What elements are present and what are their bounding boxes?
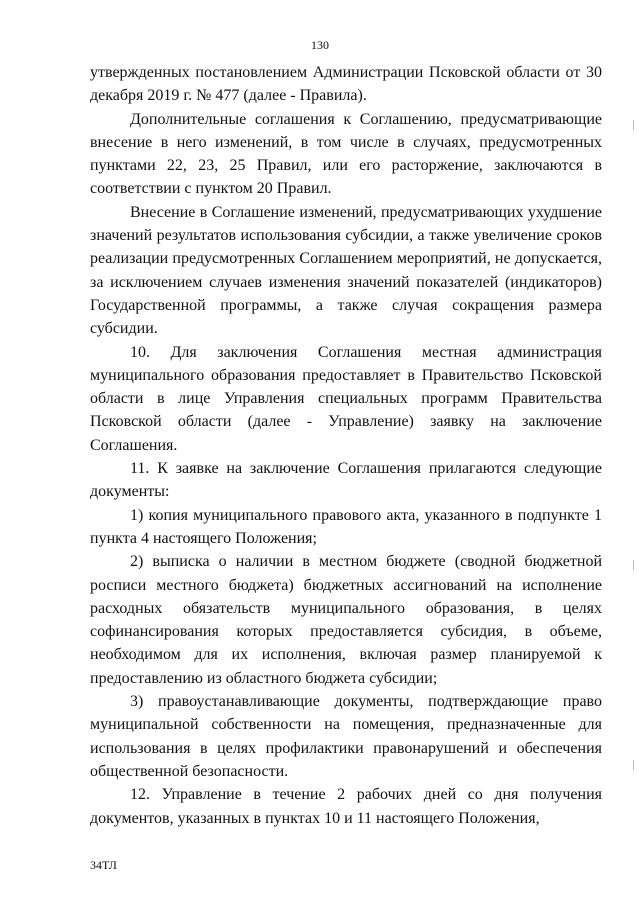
paragraph-item-1: 1) копия муниципального правового акта, указанного в подпункте 1 пункта 4 настоящего Положения; bbox=[90, 506, 602, 547]
page-number: 130 bbox=[311, 38, 329, 52]
paragraph-amendments: Внесение в Соглашение изменений, предусматривающих ухудшение значений результатов использования субсидии, а также увеличение сроков реализации предусмотренных Соглашением мероприятий, не допускается, за исключением случаев изменения значений показателей (индикаторов) Государственной программы, а также случая сокращения размера субсидии. bbox=[90, 203, 602, 338]
paragraph-clause-12: 12. Управление в течение 2 рабочих дней со дня получения документов, указанных в пунктах 10 и 11 настоящего Положения, bbox=[90, 786, 602, 827]
scan-edge-mark bbox=[633, 120, 634, 130]
paragraph-additional-agreements: Дополнительные соглашения к Соглашению, предусматривающие внесение в него изменений, в том числе в случаях, предусмотренных пунктами 22, 23, 25 Правил, или его расторжение, заключаются в соответствии с пунктом 20 Правил. bbox=[90, 110, 602, 198]
paragraph-item-2: 2) выписка о наличии в местном бюджете (сводной бюджетной росписи местного бюджета) бюджетных ассигнований на исполнение расходных обязательств муниципального образования, в целях софинансирования которых предоставляется субсидия, в объеме, необходимом для их исполнения, включая размер планируемой к предоставлению из областного бюджета субсидии; bbox=[90, 553, 602, 687]
document-body bbox=[90, 61, 602, 830]
scan-edge-mark bbox=[633, 560, 634, 570]
paragraph-clause-11: 11. К заявке на заключение Соглашения прилагаются следующие документы: bbox=[90, 460, 602, 501]
scan-edge-mark bbox=[633, 760, 634, 770]
footer-code: 34ТЛ bbox=[90, 858, 117, 872]
paragraph-clause-10: 10. Для заключения Соглашения местная администрация муниципального образования предоставляет в Правительство Псковской области в лице Управления специальных программ Правительства Псковской области (далее - Управление) заявку на заключение Соглашения. bbox=[90, 343, 602, 454]
paragraph-item-3: 3) правоустанавливающие документы, подтверждающие право муниципальной собственности на помещения, предназначенные для использования в целях профилактики правонарушений и обеспечения общественной безопасности. bbox=[90, 693, 602, 780]
paragraph-continuation: утвержденных постановлением Администрации Псковской области от 30 декабря 2019 г. № 477 (далее - Правила). bbox=[90, 64, 602, 105]
